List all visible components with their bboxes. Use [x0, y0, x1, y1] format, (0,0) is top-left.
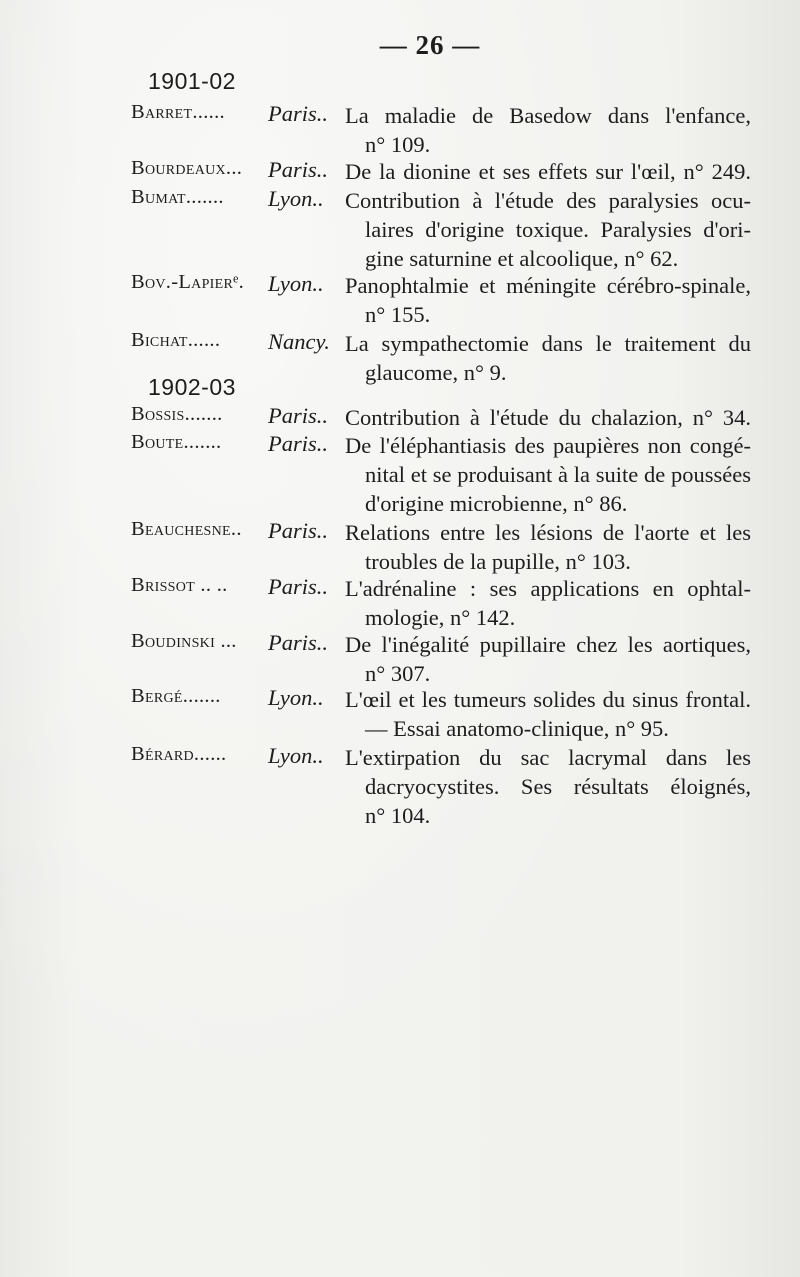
- entry-title: [345, 329, 751, 387]
- entry-city: Lyon..: [268, 743, 324, 768]
- entry-title-line: laires d'origine toxique. Paralysies d'ori-: [365, 217, 751, 242]
- entry-title: [345, 431, 751, 518]
- entry-city: Paris..: [268, 574, 329, 599]
- entry-title: [345, 271, 751, 329]
- entry-author: Bourdeaux...: [131, 157, 243, 179]
- entry-title: [345, 186, 751, 273]
- entry-author: Bichat......: [131, 329, 221, 351]
- entry-title-line: La maladie de Basedow dans l'enfance,: [345, 103, 751, 128]
- entry-author: Bumat.......: [131, 186, 224, 208]
- entry-title-line: d'origine microbienne, n° 86.: [365, 491, 628, 516]
- entry-author: Boute.......: [131, 431, 222, 453]
- entry-city: Nancy.: [268, 329, 330, 354]
- entry-title-line: mologie, n° 142.: [365, 605, 516, 630]
- entry-title-line: Panophtalmie et méningite cérébro-spinale,: [345, 273, 751, 298]
- entry-author: Bossis.......: [131, 403, 223, 425]
- entry-title-line: Contribution à l'étude des paralysies ocu-: [345, 188, 751, 213]
- entry-title: [345, 101, 751, 159]
- entry-title-line: De l'inégalité pupillaire chez les aortiques,: [345, 632, 751, 657]
- entry-city: Paris..: [268, 157, 329, 182]
- entry-title: [345, 403, 751, 432]
- entry-title-line: L'œil et les tumeurs solides du sinus frontal.: [345, 687, 751, 712]
- entry-title: [345, 743, 751, 830]
- entry-title-line: n° 104.: [365, 803, 431, 828]
- entry-title-line: troubles de la pupille, n° 103.: [365, 549, 631, 574]
- entry-city: Paris..: [268, 101, 329, 126]
- page-number: — 26 —: [379, 30, 481, 60]
- entry-title: [345, 685, 751, 743]
- entry-title-line: Relations entre les lésions de l'aorte et les: [345, 520, 751, 545]
- entry-title-line: gine saturnine et alcoolique, n° 62.: [365, 246, 679, 271]
- bibliography-entry: [0, 431, 800, 521]
- entry-author: Bérard......: [131, 743, 227, 765]
- entry-title-line: L'extirpation du sac lacrymal dans les: [345, 745, 751, 770]
- entry-city: Lyon..: [268, 685, 324, 710]
- year-heading: 1901-02: [148, 68, 236, 94]
- entry-author: Boudinski ...: [131, 630, 237, 652]
- entry-city: Paris..: [268, 403, 329, 428]
- entry-title: [345, 574, 751, 632]
- entry-author: Barret......: [131, 101, 225, 123]
- bibliography-entry: [0, 186, 800, 276]
- entry-author: Bov.-Lapierᵉ.: [131, 271, 245, 293]
- entry-title: [345, 157, 751, 186]
- entry-city: Paris..: [268, 518, 329, 543]
- entry-title-line: La sympathectomie dans le traitement du: [345, 331, 751, 356]
- entry-author: Bergé.......: [131, 685, 221, 707]
- entry-title: [345, 518, 751, 576]
- entry-city: Paris..: [268, 630, 329, 655]
- entry-title-line: L'adrénaline : ses applications en ophtal-: [345, 576, 751, 601]
- entry-title-line: glaucome, n° 9.: [365, 360, 507, 385]
- entry-author: Brissot .. ..: [131, 574, 228, 596]
- entry-title-line: n° 155.: [365, 302, 431, 327]
- entry-title-line: — Essai anatomo-clinique, n° 95.: [365, 716, 669, 741]
- entry-title-line: Contribution à l'étude du chalazion, n° 34.: [345, 405, 751, 430]
- entry-city: Lyon..: [268, 271, 324, 296]
- entry-title-line: n° 307.: [365, 661, 431, 686]
- entry-title-line: n° 109.: [365, 132, 431, 157]
- entry-title-line: nital et se produisant à la suite de poussées: [365, 462, 751, 487]
- entry-title-line: De l'éléphantiasis des paupières non congé-: [345, 433, 751, 458]
- entry-title-line: dacryocystites. Ses résultats éloignés,: [365, 774, 751, 799]
- entry-city: Paris..: [268, 431, 329, 456]
- entry-title-line: De la dionine et ses effets sur l'œil, n° 249.: [345, 159, 751, 184]
- year-heading: 1902-03: [148, 374, 236, 400]
- entry-city: Lyon..: [268, 186, 324, 211]
- entry-author: Beauchesne..: [131, 518, 242, 540]
- entry-title: [345, 630, 751, 688]
- bibliography-entry: [0, 743, 800, 833]
